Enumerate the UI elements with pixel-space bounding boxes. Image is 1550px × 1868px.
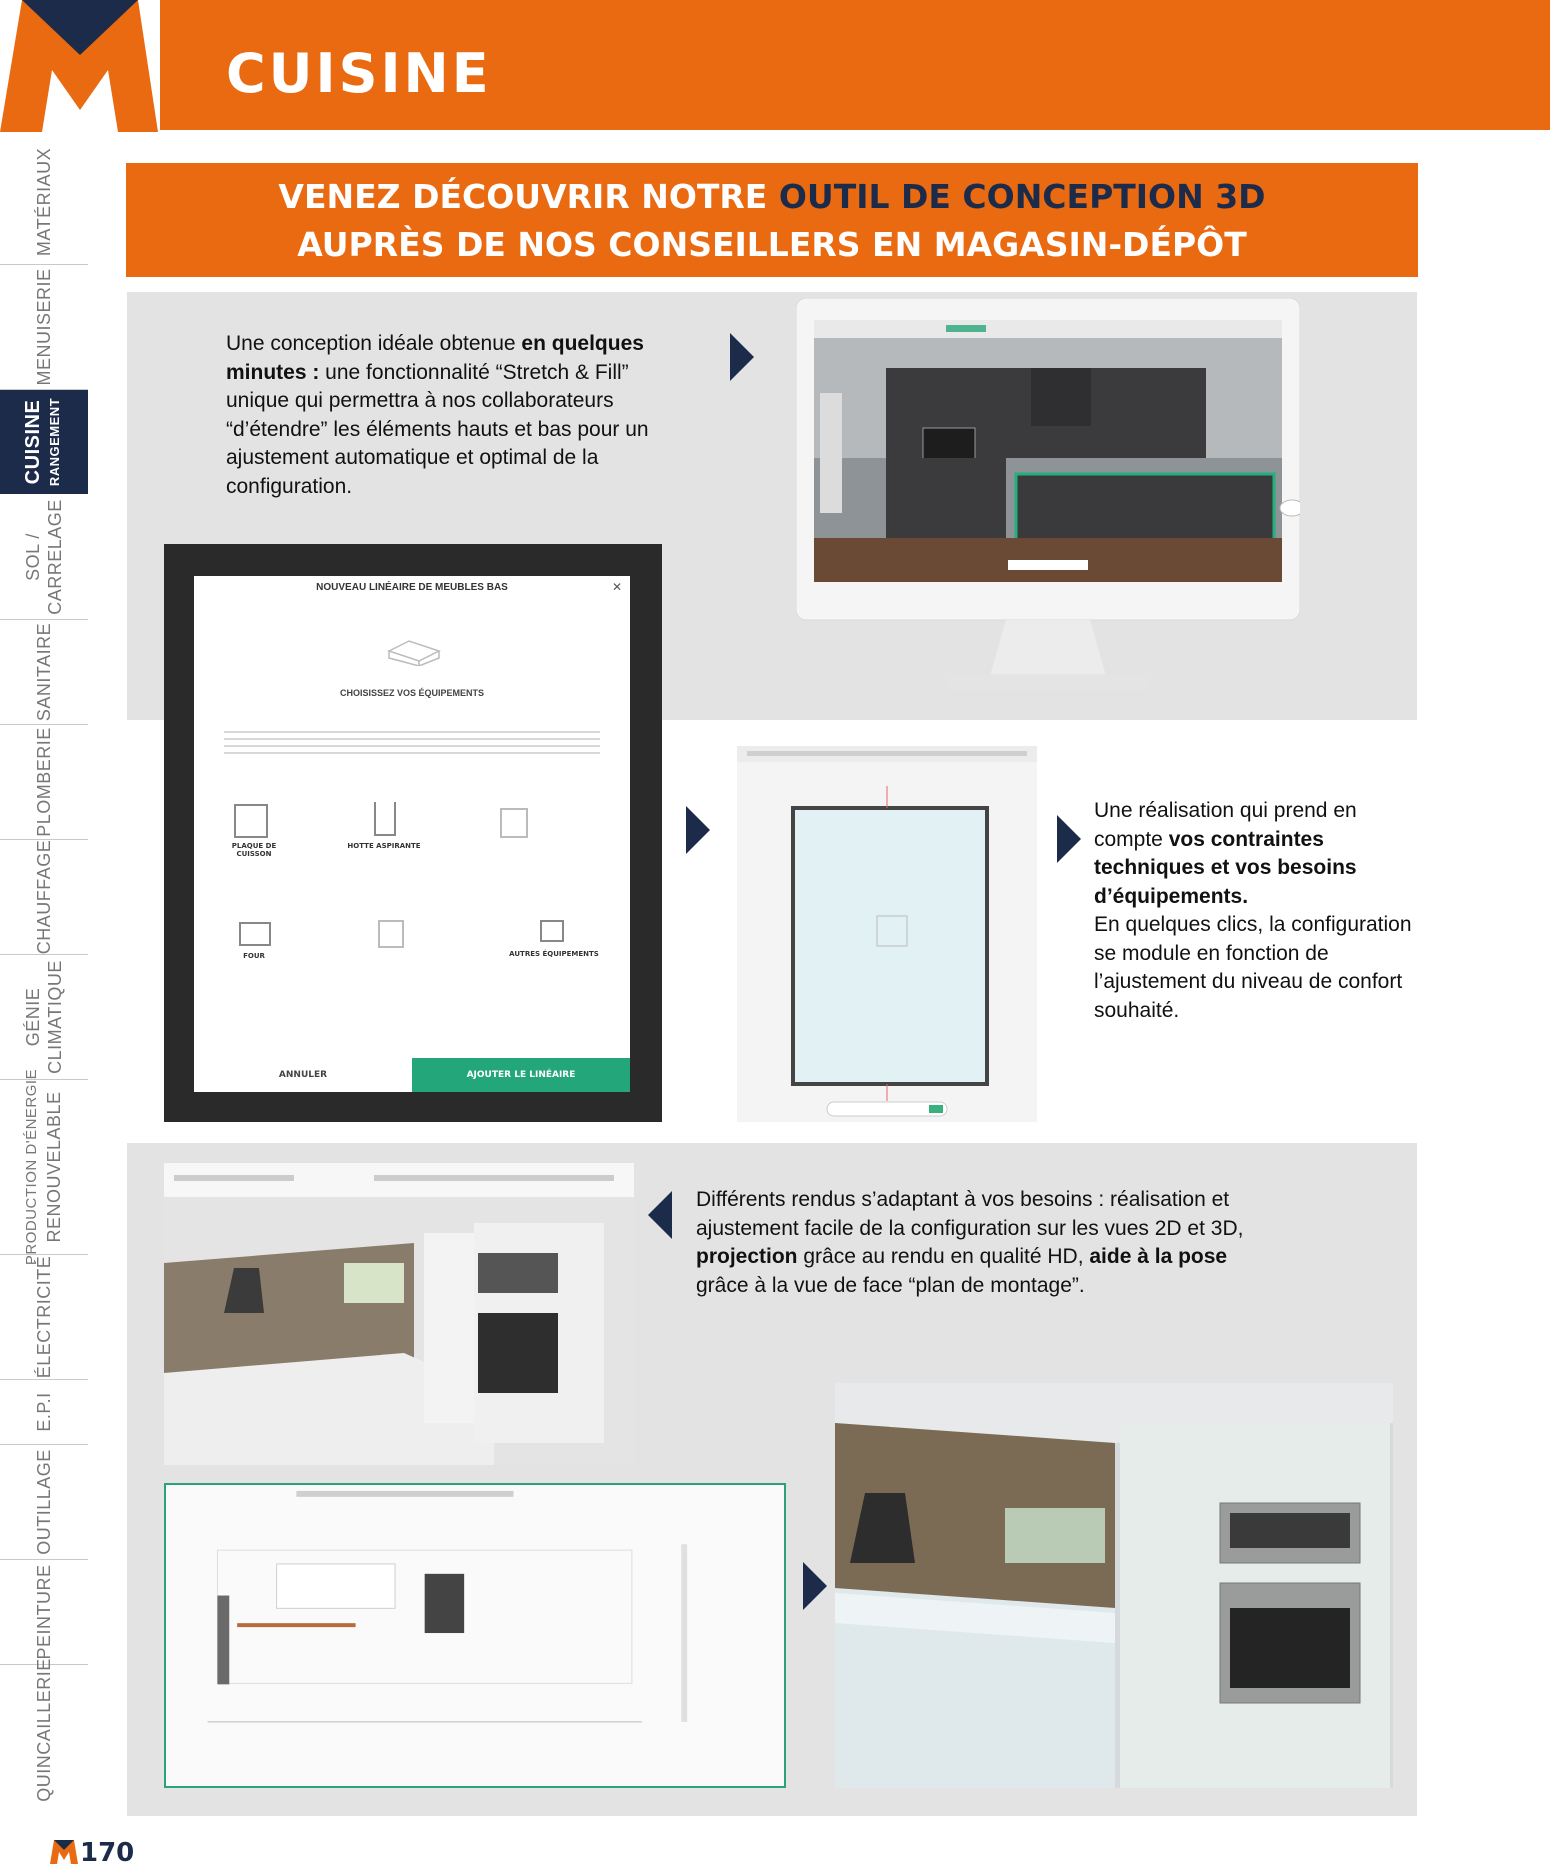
equipment-modal-screenshot xyxy=(164,544,662,1122)
modal-footer xyxy=(194,1058,630,1092)
modal-dialog xyxy=(194,576,630,1092)
sidebar-item-materiaux[interactable] xyxy=(0,140,88,265)
confirm-button[interactable]: AJOUTER LE LINÉAIRE xyxy=(412,1058,630,1092)
arrow-right-icon xyxy=(1057,815,1081,863)
sidebar-item-label xyxy=(22,398,66,486)
sidebar-item-label: OUTILLAGE xyxy=(34,1449,54,1555)
monitor-3d-kitchen-image xyxy=(796,298,1300,698)
feature-text-stretch-fill xyxy=(226,330,696,501)
close-icon[interactable]: ✕ xyxy=(611,580,622,594)
sidebar-item-title: GÉNIE xyxy=(23,987,43,1047)
page-number: 170 xyxy=(80,1838,135,1868)
option-label: PLAQUE DE CUISSON xyxy=(231,842,277,858)
page-title: CUISINE xyxy=(226,42,492,105)
sidebar-item-sol-carrelage[interactable] xyxy=(0,495,88,620)
elevation-plan-screenshot xyxy=(164,1483,786,1788)
sidebar-item-title: SOL / xyxy=(23,533,43,581)
brand-logo-small xyxy=(50,1840,78,1864)
modal-subtitle: CHOISISSEZ VOS ÉQUIPEMENTS xyxy=(339,688,485,698)
text-run: Une réalisation qui prend en compte xyxy=(1094,799,1357,851)
sidebar-item-quincaillerie[interactable] xyxy=(0,1658,88,1802)
sidebar-item-label: SANITAIRE xyxy=(34,622,54,722)
option-label: AUTRES ÉQUIPEMENTS xyxy=(509,950,599,958)
feature-text-constraints xyxy=(1094,797,1424,1025)
arrow-right-icon xyxy=(686,806,710,854)
brand-logo xyxy=(0,0,160,132)
sidebar-item-chauffage[interactable] xyxy=(0,840,88,955)
banner-line-2: AUPRÈS DE NOS CONSEILLERS EN MAGASIN-DÉPÔT xyxy=(297,225,1247,264)
sidebar-item-production-energie[interactable] xyxy=(0,1068,88,1266)
sidebar-item-label xyxy=(21,1069,67,1265)
sidebar-item-label: E.P.I xyxy=(34,1392,54,1432)
text-run: Différents rendus s’adaptant à vos besoins : réalisation et ajustement facile de la configuration sur les vues 2D et 3D, xyxy=(696,1188,1244,1240)
text-run: Une conception idéale obtenue xyxy=(226,332,522,355)
hood-icon[interactable] xyxy=(374,802,396,836)
banner-line-1 xyxy=(126,173,1418,221)
cooktop-icon[interactable] xyxy=(234,804,268,838)
sidebar-item-cuisine[interactable] xyxy=(0,390,88,494)
plan-2d-screenshot xyxy=(737,746,1037,1122)
sidebar-item-label xyxy=(22,960,66,1074)
sidebar-item-label: PEINTURE xyxy=(34,1564,54,1660)
sink-icon[interactable] xyxy=(378,920,404,948)
sidebar-item-sanitaire[interactable] xyxy=(0,620,88,725)
furniture-icon xyxy=(384,626,444,666)
sidebar-item-label: MENUISERIE xyxy=(34,268,54,386)
sidebar-item-genie-climatique[interactable] xyxy=(0,955,88,1080)
text-bold: vos contraintes techniques et vos besoins d’équipements. xyxy=(1094,827,1357,908)
sidebar-item-title: CUISINE xyxy=(22,399,44,485)
cancel-button[interactable]: ANNULER xyxy=(194,1058,412,1092)
category-sidebar xyxy=(0,140,90,1802)
sidebar-item-title: PRODUCTION D'ÉNERGIE xyxy=(23,1068,40,1266)
sidebar-item-label: QUINCAILLERIE xyxy=(34,1658,54,1802)
sidebar-item-menuiserie[interactable] xyxy=(0,265,88,390)
modal-title: NOUVEAU LINÉAIRE DE MEUBLES BAS xyxy=(316,582,508,593)
oven-icon[interactable] xyxy=(239,922,271,946)
sidebar-item-electricite[interactable] xyxy=(0,1255,88,1380)
sidebar-item-label xyxy=(22,499,66,615)
text-bold: projection xyxy=(696,1245,798,1268)
other-equipment-icon[interactable] xyxy=(540,920,564,942)
arrow-right-icon xyxy=(803,1562,827,1610)
sidebar-item-subtitle: RENOUVELABLE xyxy=(44,1091,64,1243)
sidebar-item-subtitle: CARRELAGE xyxy=(45,499,65,615)
text-bold: aide à la pose xyxy=(1089,1245,1228,1268)
option-label: HOTTE ASPIRANTE xyxy=(347,842,421,850)
arrow-right-icon xyxy=(730,333,754,381)
appliance-icon[interactable] xyxy=(500,808,528,838)
text-run: grâce au rendu en qualité HD, xyxy=(797,1245,1090,1268)
promo-banner xyxy=(126,163,1418,277)
sidebar-item-epi[interactable] xyxy=(0,1380,88,1445)
banner-highlight: OUTIL DE CONCEPTION 3D xyxy=(778,177,1266,216)
option-label: FOUR xyxy=(243,952,265,960)
sidebar-item-label: MATÉRIAUX xyxy=(34,147,54,257)
text-run: En quelques clics, la configuration se module en fonction de l’ajustement du niveau de confort souhaité. xyxy=(1094,913,1412,1022)
sidebar-item-peinture[interactable] xyxy=(0,1560,88,1665)
arrow-left-icon xyxy=(648,1191,672,1239)
modal-description xyxy=(224,731,600,757)
sidebar-item-outillage[interactable] xyxy=(0,1445,88,1560)
sidebar-item-subtitle: CLIMATIQUE xyxy=(45,960,65,1074)
render-hd-kitchen-image xyxy=(835,1383,1393,1788)
sidebar-item-label: CHAUFFAGE xyxy=(34,839,54,955)
sidebar-item-plomberie[interactable] xyxy=(0,725,88,840)
feature-text-rendus xyxy=(696,1186,1256,1300)
render-3d-perspective-image xyxy=(164,1163,634,1465)
sidebar-item-subtitle: RANGEMENT xyxy=(47,397,62,487)
text-run: grâce à la vue de face “plan de montage”. xyxy=(696,1273,1085,1297)
sidebar-item-label: ÉLECTRICITÉ xyxy=(34,1255,54,1379)
banner-text: VENEZ DÉCOUVRIR NOTRE xyxy=(278,177,779,216)
text-run: une fonctionnalité “Stretch & Fill” unique qui permettra à nos collaborateurs “d’étendre” les éléments hauts et bas pour un ajustement automatique et optimal de la configuration. xyxy=(226,360,649,498)
text-bold: en quelques minutes : xyxy=(226,332,644,384)
sidebar-item-label: PLOMBERIE xyxy=(34,727,54,837)
